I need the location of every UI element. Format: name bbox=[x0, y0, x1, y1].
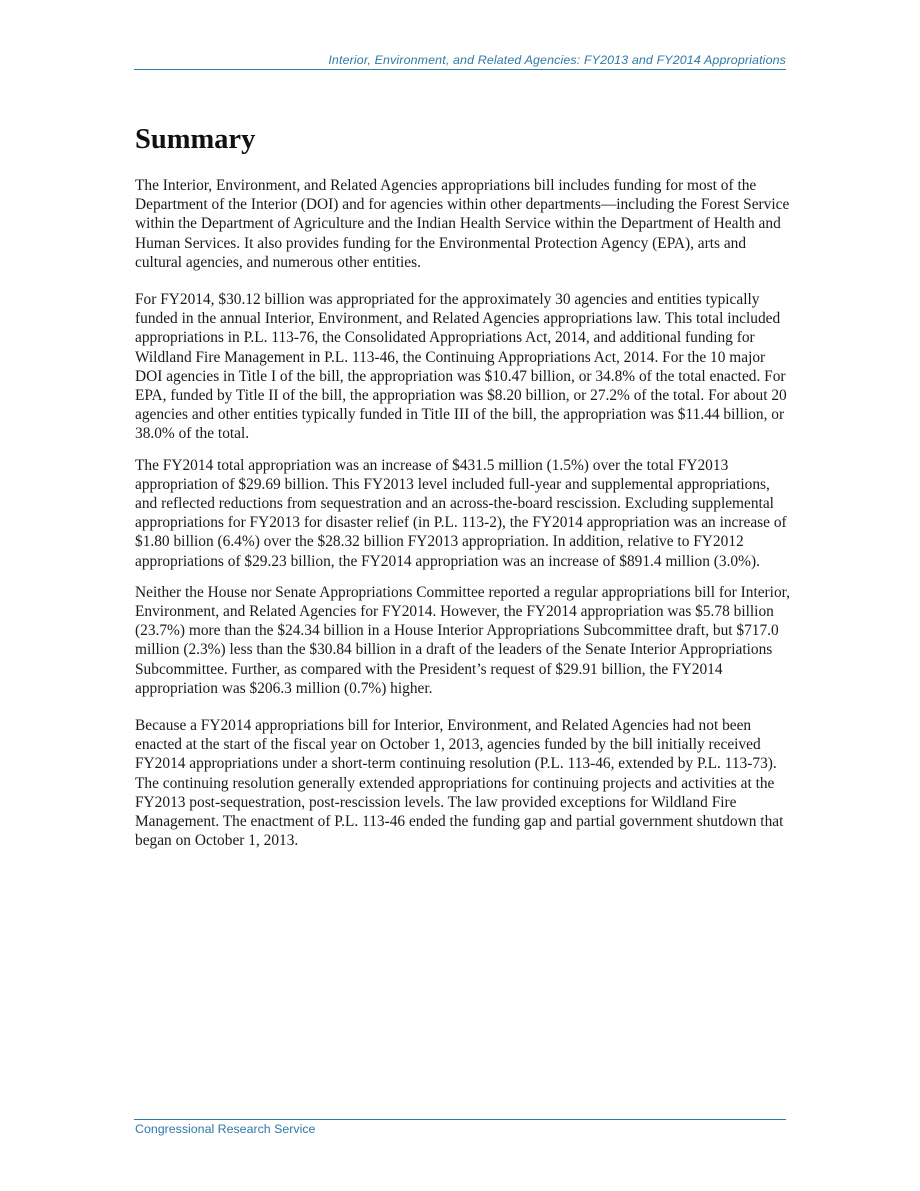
paragraph-4: Neither the House nor Senate Appropriations Committee reported a regular appropriations bill for Interior, Environment, and Related Agencies for FY2014. However, the FY2014 appropriation was $5.78 billion (23.7%) more than the $24.34 billion in a House Interior Appropriations Subcommittee draft, but $717.0 million (2.3%) less than the $30.84 billion in a draft of the leaders of the Senate Interior Appropriations Subcommittee. Further, as compared with the President’s request of $29.91 billion, the FY2014 appropriation was $206.3 million (0.7%) higher. bbox=[135, 583, 791, 697]
header-divider bbox=[134, 69, 786, 70]
paragraph-5: Because a FY2014 appropriations bill for Interior, Environment, and Related Agencies had not been enacted at the start of the fiscal year on October 1, 2013, agencies funded by the bill initially received FY2014 appropriations under a short-term continuing resolution (P.L. 113-46, extended by P.L. 113-73). The continuing resolution generally extended appropriations for continuing projects and activities at the FY2013 post-sequestration, post-rescission levels. The law provided exceptions for Wildland Fire Management. The enactment of P.L. 113-46 ended the funding gap and partial government shutdown that began on October 1, 2013. bbox=[135, 717, 784, 850]
footer-organization: Congressional Research Service bbox=[135, 1122, 316, 1136]
paragraph-3: The FY2014 total appropriation was an increase of $431.5 million (1.5%) over the total FY2013 appropriation of $29.69 billion. This FY2013 level included full-year and supplemental appropriations, and reflected reductions from sequestration and an across-the-board rescission. Excluding supplemental appropriations for FY2013 for disaster relief (in P.L. 113-2), the FY2014 appropriation was an increase of $1.80 billion (6.4%) over the $28.32 billion FY2013 appropriation. In addition, relative to FY2012 appropriations of $29.23 billion, the FY2014 appropriation was an increase of $891.4 million (3.0%). bbox=[135, 456, 787, 570]
page-title: Summary bbox=[135, 124, 256, 155]
paragraph-1: The Interior, Environment, and Related Agencies appropriations bill includes funding for most of the Department of the Interior (DOI) and for agencies within other departments—including the Forest Service within the Department of Agriculture and the Indian Health Service within the Department of Health and Human Services. It also provides funding for the Environmental Protection Agency (EPA), arts and cultural agencies, and numerous other entities. bbox=[135, 177, 790, 271]
summary-body bbox=[135, 176, 791, 863]
paragraph-2: For FY2014, $30.12 billion was appropriated for the approximately 30 agencies and entities typically funded in the annual Interior, Environment, and Related Agencies appropriations law. This total included appropriations in P.L. 113-76, the Consolidated Appropriations Act, 2014, and additional funding for Wildland Fire Management in P.L. 113-46, the Continuing Appropriations Act, 2014. For the 10 major DOI agencies in Title I of the bill, the appropriation was $10.47 billion, or 34.8% of the total enacted. For EPA, funded by Title II of the bill, the appropriation was $8.20 billion, or 27.2% of the total. For about 20 agencies and other entities typically funded in Title III of the bill, the appropriation was $11.44 billion, or 38.0% of the total. bbox=[135, 291, 787, 443]
running-header: Interior, Environment, and Related Agencies: FY2013 and FY2014 Appropriations bbox=[328, 53, 786, 67]
footer-divider bbox=[134, 1119, 786, 1120]
